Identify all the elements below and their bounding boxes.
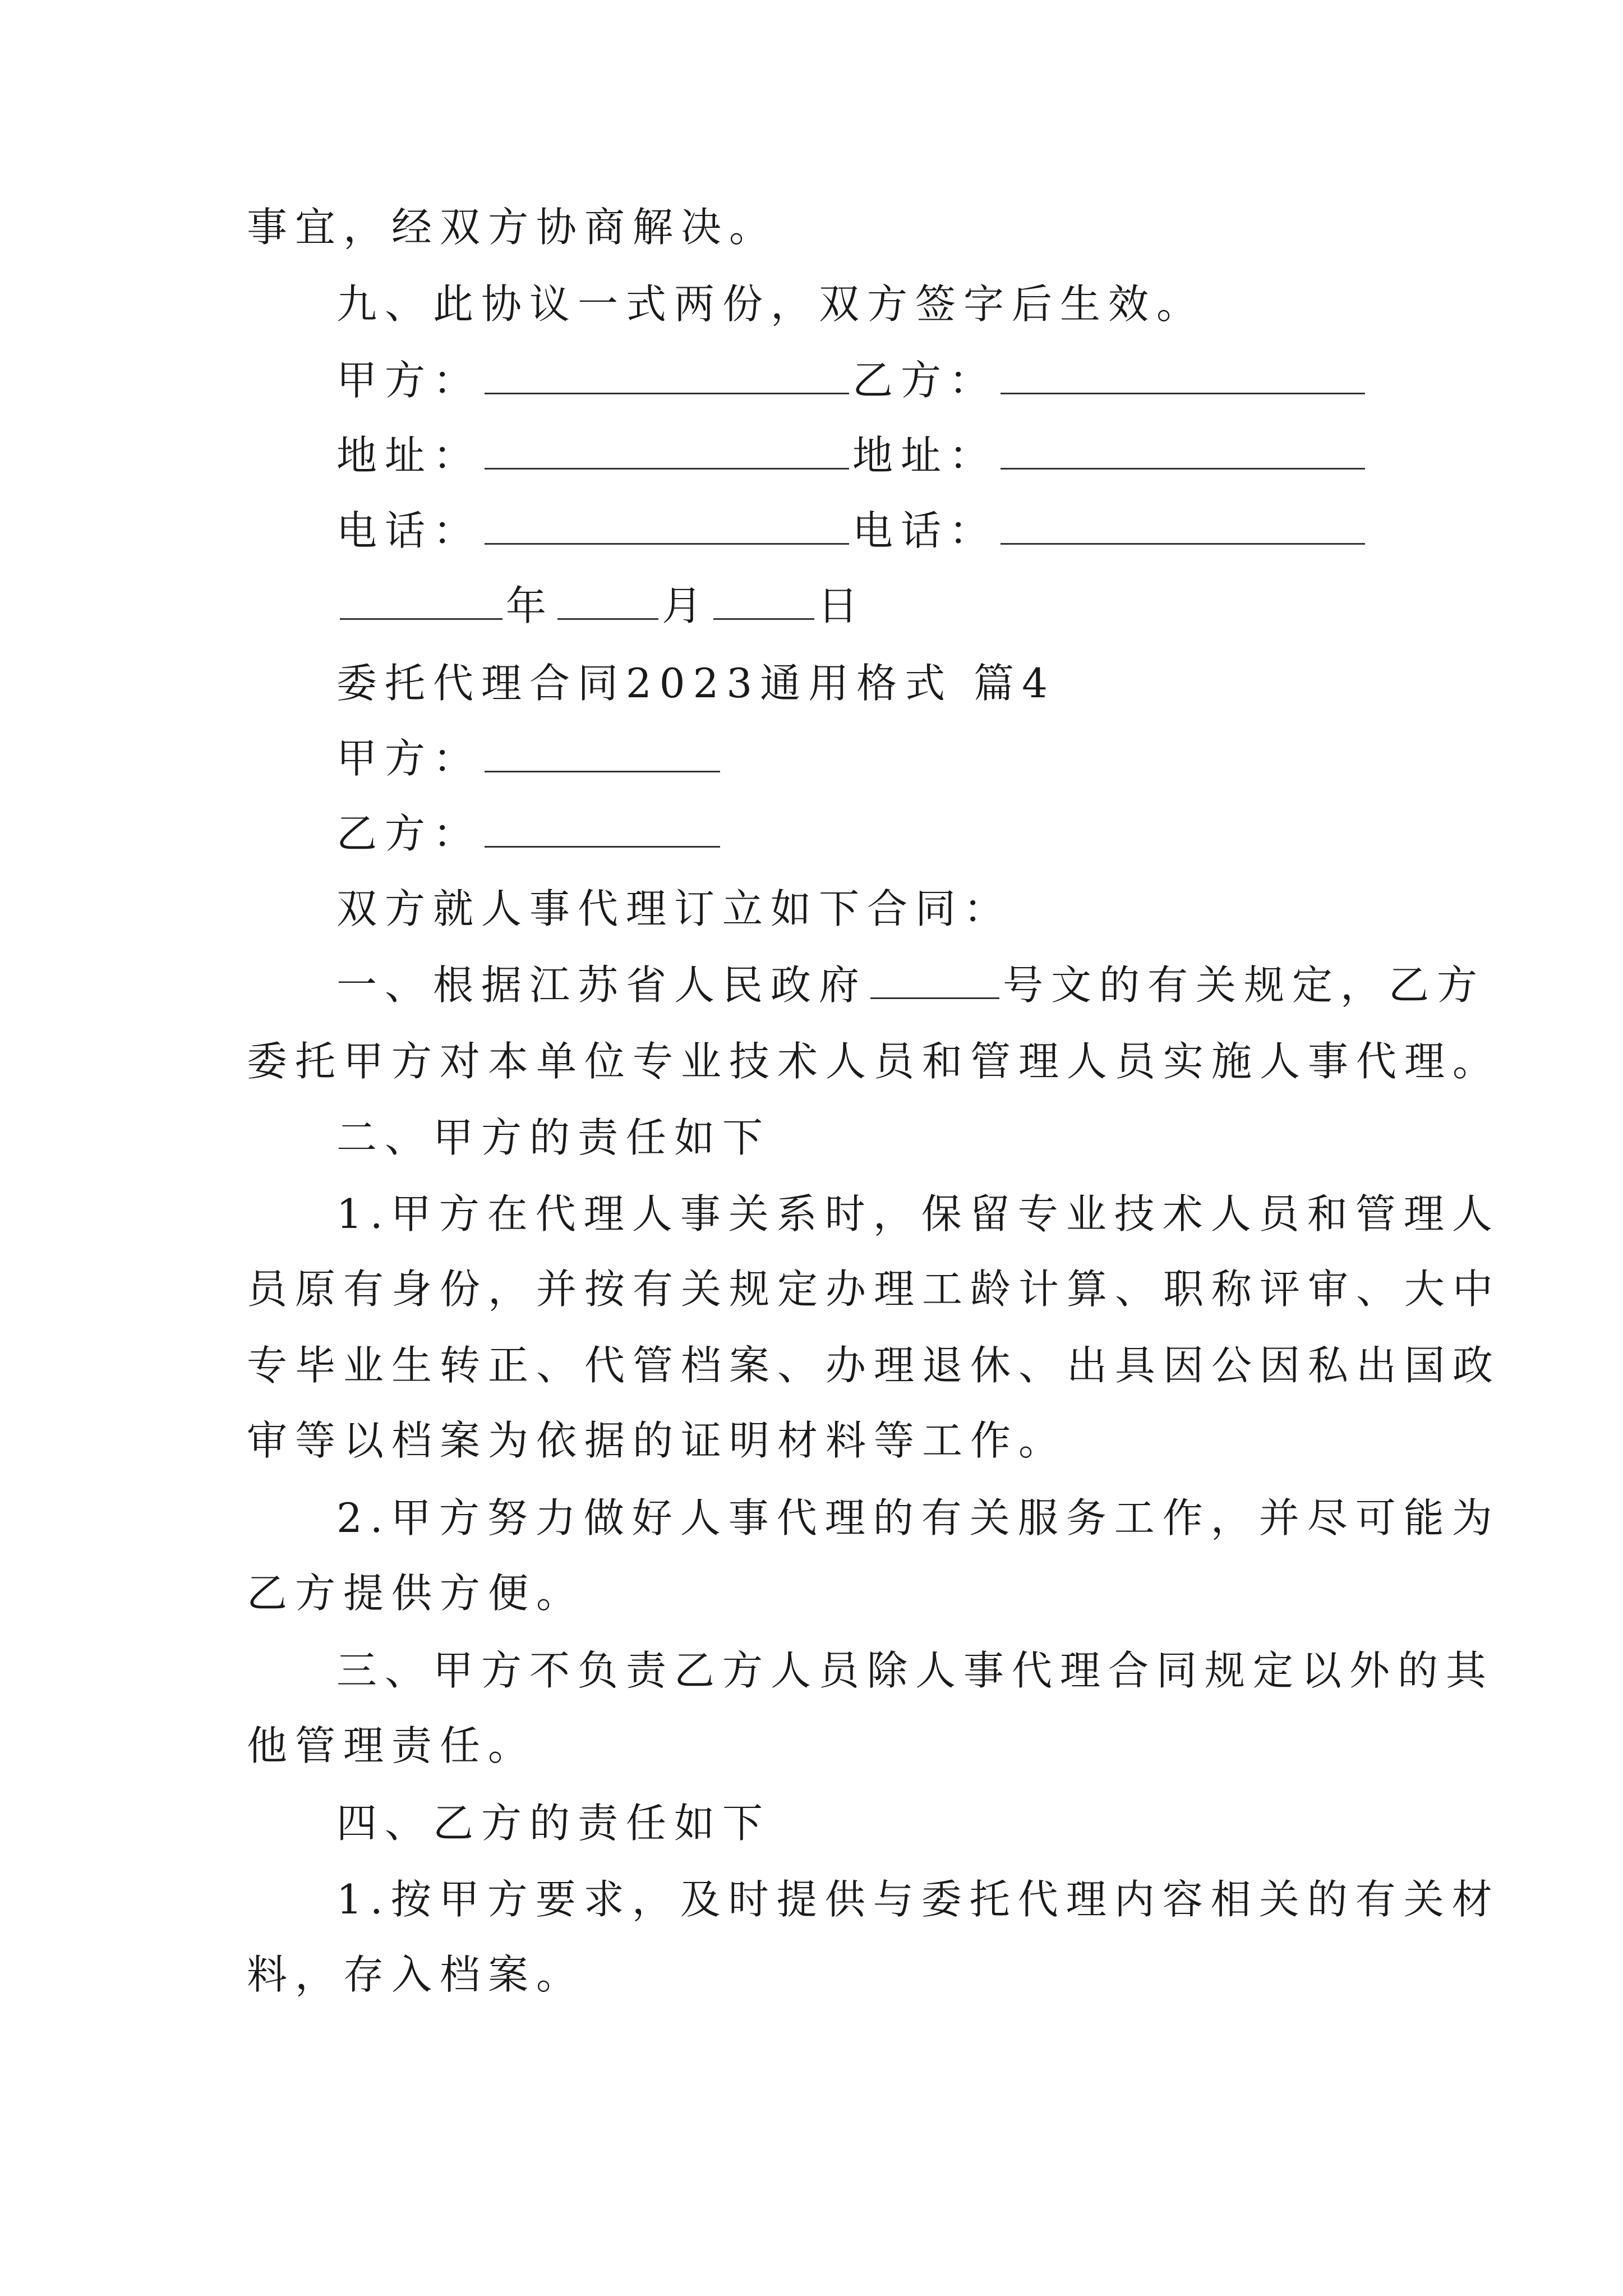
- party-a-label: 甲方：: [336, 357, 482, 404]
- text-line: 九、此协议一式两份，双方签字后生效。: [336, 280, 1205, 328]
- text-line: 1.甲方在代理人事关系时，保留专业技术人员和管理人: [336, 1190, 1500, 1237]
- day-label: 日: [818, 582, 866, 629]
- day-blank: [713, 582, 814, 620]
- date-row: [336, 578, 866, 634]
- phone-b-blank: [1000, 507, 1365, 545]
- year-blank: [340, 582, 502, 620]
- section-title: 委托代理合同2023通用格式 篇4: [336, 660, 1055, 707]
- signature-row-phone: [336, 503, 1368, 559]
- text-line: 2.甲方努力做好人事代理的有关服务工作，并尽可能为: [336, 1494, 1500, 1542]
- clause1-part2: 号文的有关规定，乙方: [1003, 961, 1486, 1009]
- party-b-label: 乙方：: [852, 357, 998, 404]
- party-a-blank: [485, 735, 720, 772]
- text-line: 料，存入档案。: [247, 1951, 585, 1998]
- signature-row-party: [336, 352, 1368, 408]
- party-b-label: 乙方：: [336, 810, 482, 857]
- party-a-blank: [485, 357, 849, 394]
- text-line: 他管理责任。: [247, 1722, 537, 1769]
- party-b-blank: [485, 810, 720, 848]
- address-a-label: 地址：: [336, 432, 482, 479]
- text-line: 三、甲方不负责乙方人员除人事代理合同规定以外的其: [336, 1647, 1495, 1694]
- text-line: 1.按甲方要求，及时提供与委托代理内容相关的有关材: [336, 1876, 1500, 1923]
- month-blank: [557, 582, 658, 620]
- party-a-label: 甲方：: [336, 735, 482, 782]
- text-line: 事宜，经双方协商解决。: [247, 204, 778, 251]
- phone-a-label: 电话：: [336, 507, 482, 554]
- party-b-blank: [1000, 357, 1365, 394]
- clause1-part1: 一、根据江苏省人民政府: [336, 961, 868, 1009]
- address-b-label: 地址：: [852, 432, 998, 479]
- month-label: 月: [662, 582, 711, 629]
- clause2-title: 二、甲方的责任如下: [336, 1114, 771, 1161]
- party-b-row: [336, 806, 723, 862]
- text-line: 员原有身份，并按有关规定办理工龄计算、职称评审、大中: [247, 1266, 1501, 1313]
- clause1-line2: 委托甲方对本单位专业技术人员和管理人员实施人事代理。: [247, 1038, 1501, 1085]
- text-line: 审等以档案为依据的证明材料等工作。: [247, 1417, 1067, 1464]
- text-line: 专毕业生转正、代管档案、办理退休、出具因公因私出国政: [247, 1342, 1501, 1389]
- clause4-title: 四、乙方的责任如下: [336, 1800, 771, 1847]
- address-b-blank: [1000, 432, 1365, 470]
- year-label: 年: [506, 582, 555, 629]
- text-line: 乙方提供方便。: [247, 1570, 585, 1617]
- clause1-line1: [336, 957, 1485, 1013]
- doc-number-blank: [870, 961, 999, 999]
- phone-b-label: 电话：: [852, 507, 998, 554]
- intro-line: 双方就人事代理订立如下合同：: [336, 885, 1012, 932]
- phone-a-blank: [485, 507, 849, 545]
- address-a-blank: [485, 432, 849, 470]
- party-a-row: [336, 730, 723, 786]
- signature-row-address: [336, 427, 1368, 484]
